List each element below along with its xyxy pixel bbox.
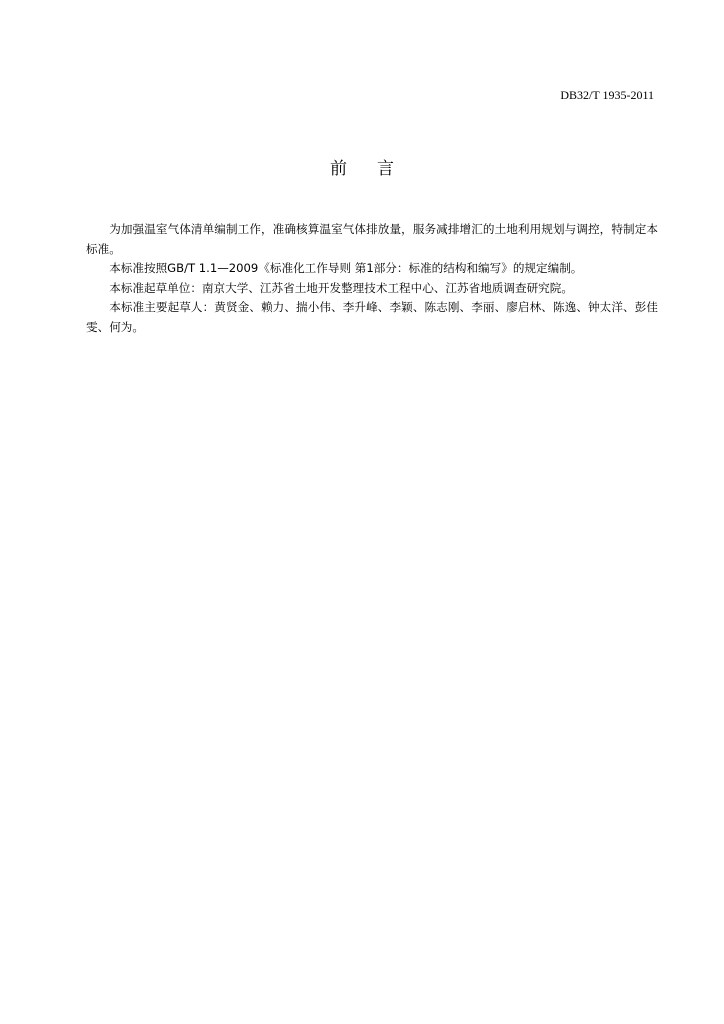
paragraph-drafting-units: 本标准起草单位：南京大学、江苏省土地开发整理技术工程中心、江苏省地质调查研究院。 <box>109 280 573 295</box>
foreword-body <box>86 220 658 337</box>
page-title: 前言 <box>330 159 424 179</box>
document-code: DB32/T 1935-2011 <box>560 88 654 102</box>
paragraph-drafting-rules: 本标准按照GB/T 1.1—2009《标准化工作导则 第1部分：标准的结构和编写》的规定编制。 <box>109 261 583 275</box>
paragraph-purpose: 为加强温室气体清单编制工作，准确核算温室气体排放量，服务减排增汇的土地利用规划与调控，特制定本标准。 <box>86 222 658 256</box>
paragraph-drafters: 本标准主要起草人：黄贤金、赖力、揣小伟、李升峰、李颖、陈志刚、李丽、廖启林、陈逸、钟太洋、彭佳雯、何为。 <box>86 300 658 334</box>
